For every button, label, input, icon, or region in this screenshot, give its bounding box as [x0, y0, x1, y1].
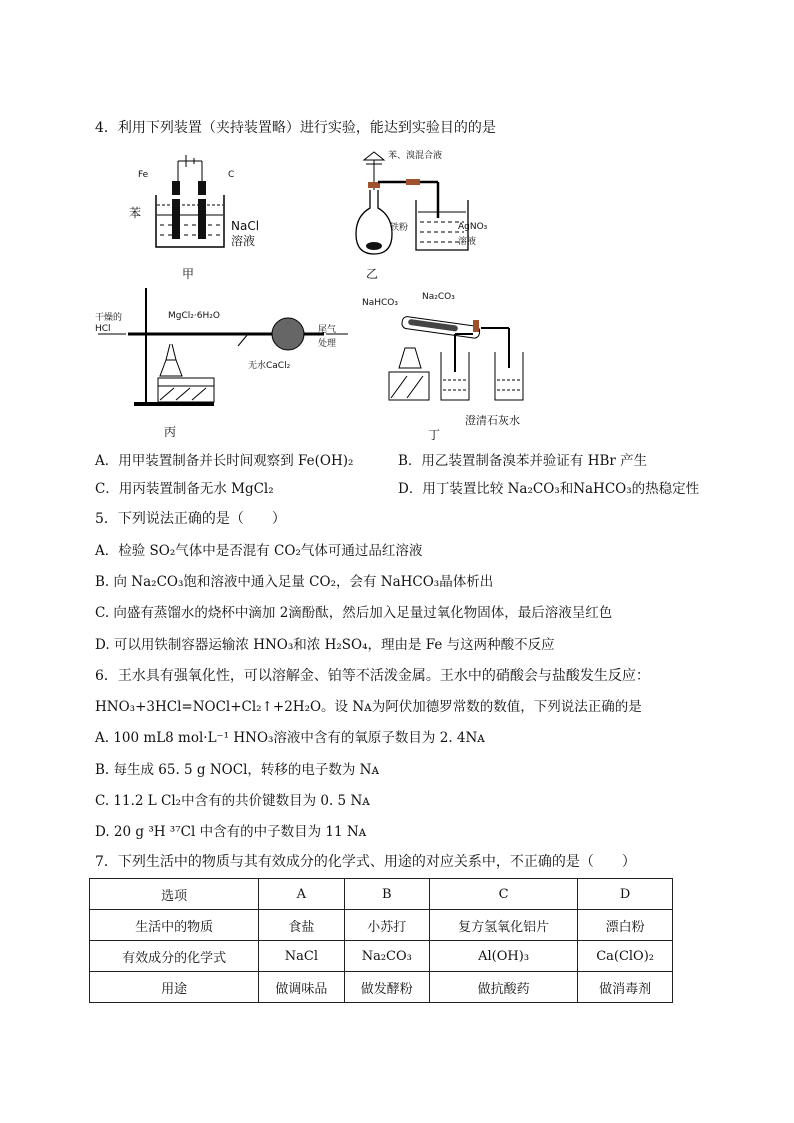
table-cell: 做抗酸药	[429, 972, 577, 1003]
mgcl2-apparatus-image	[98, 284, 348, 409]
table-cell: 用途	[90, 972, 259, 1003]
table-cell: 做发酵粉	[344, 972, 429, 1003]
q5-option-b: B. 向 Na₂CO₃饱和溶液中通入足量 CO₂，会有 NaHCO₃晶体析出	[95, 574, 494, 590]
label-dry: 干燥的	[95, 313, 123, 323]
table-cell: 做调味品	[259, 972, 344, 1003]
q6-option-d: D. 20 g ³H ³⁷Cl 中含有的中子数目为 11 Nᴀ	[95, 824, 367, 840]
table-cell: Ca(ClO)₂	[578, 941, 673, 972]
label-fe: Fe	[138, 170, 149, 180]
table-cell: 小苏打	[344, 910, 429, 941]
label-na2co3: Na₂CO₃	[422, 292, 455, 302]
table-row	[90, 941, 673, 972]
table-row	[90, 910, 673, 941]
label-agno3: AgNO₃	[458, 222, 488, 232]
q5-stem: 5．下列说法正确的是（ ）	[95, 511, 286, 527]
q6-option-c: C. 11.2 L Cl₂中含有的共价键数目为 0. 5 Nᴀ	[95, 793, 370, 809]
caption-bing: 丙	[163, 425, 176, 439]
q4-stem: 4．利用下列装置（夹持装置略）进行实验，能达到实验目的的是	[95, 120, 496, 136]
caption-yi: 乙	[365, 267, 378, 281]
q6-option-a: A. 100 mL8 mol·L⁻¹ HNO₃溶液中含有的氧原子数目为 2. 4Nᴀ	[95, 730, 485, 746]
table-cell: 复方氢氧化铝片	[429, 910, 577, 941]
label-iron-powder: 铁粉	[390, 223, 409, 233]
table-cell: C	[429, 879, 577, 910]
label-benzene: 苯	[129, 206, 142, 220]
table-cell: 选项	[90, 879, 259, 910]
q4-option-a: A．用甲装置制备并长时间观察到 Fe(OH)₂	[95, 453, 354, 469]
q7-table	[89, 878, 673, 1003]
label-mgcl2: MgCl₂·6H₂O	[168, 311, 220, 321]
q5-option-c: C. 向盛有蒸馏水的烧杯中滴加 2滴酚酞，然后加入足量过氧化物固体，最后溶液呈红色	[95, 605, 613, 621]
table-cell: Na₂CO₃	[344, 941, 429, 972]
label-limewater: 澄清石灰水	[465, 414, 520, 427]
q4-option-d: D．用丁装置比较 Na₂CO₃和NaHCO₃的热稳定性	[398, 481, 700, 497]
table-cell: D	[578, 879, 673, 910]
q5-option-a: A．检验 SO₂气体中是否混有 CO₂气体可通过品红溶液	[95, 543, 423, 559]
label-tail2: 处理	[318, 339, 337, 349]
q4-option-b: B．用乙装置制备溴苯并验证有 HBr 产生	[398, 453, 648, 469]
q5-option-d: D. 可以用铁制容器运输浓 HNO₃和浓 H₂SO₄，理由是 Fe 与这两种酸不反应	[95, 637, 555, 653]
table-cell: NaCl	[259, 941, 344, 972]
q4-option-c: C．用丙装置制备无水 MgCl₂	[95, 481, 274, 497]
table-cell: A	[259, 879, 344, 910]
label-benzene-bromine: 苯、溴混合液	[388, 151, 443, 161]
table-cell: B	[344, 879, 429, 910]
label-agno3-solution: 溶液	[458, 237, 477, 247]
table-cell: Al(OH)₃	[429, 941, 577, 972]
label-c: C	[228, 170, 235, 180]
table-cell: 食盐	[259, 910, 344, 941]
q6-stem-1: 6．王水具有强氧化性，可以溶解金、铂等不活泼金属。王水中的硝酸会与盐酸发生反应：	[95, 668, 650, 684]
label-nacl-solution: 溶液	[231, 234, 256, 248]
label-tail1: 尾气	[318, 325, 337, 335]
thermal-stability-apparatus-image	[385, 298, 535, 413]
bromobenzene-apparatus-image	[350, 148, 500, 263]
label-hcl: HCl	[95, 324, 111, 334]
table-cell: 做消毒剂	[578, 972, 673, 1003]
label-cacl2: 无水CaCl₂	[248, 361, 291, 371]
table-row	[90, 879, 673, 910]
table-cell: 生活中的物质	[90, 910, 259, 941]
caption-ding: 丁	[427, 428, 440, 442]
table-cell: 漂白粉	[578, 910, 673, 941]
table-cell: 有效成分的化学式	[90, 941, 259, 972]
table-row	[90, 972, 673, 1003]
q6-option-b: B. 每生成 65. 5 g NOCl，转移的电子数为 Nᴀ	[95, 762, 380, 778]
q6-stem-2: HNO₃+3HCl=NOCl+Cl₂↑+2H₂O。设 Nᴀ为阿伏加德罗常数的数值，下列说法正确的是	[95, 699, 642, 715]
caption-jia: 甲	[181, 267, 194, 281]
label-nahco3: NaHCO₃	[362, 298, 398, 308]
label-nacl: NaCl	[231, 219, 260, 233]
q7-stem: 7．下列生活中的物质与其有效成分的化学式、用途的对应关系中，不正确的是（ ）	[95, 854, 636, 870]
electrolysis-apparatus-image	[150, 155, 230, 255]
